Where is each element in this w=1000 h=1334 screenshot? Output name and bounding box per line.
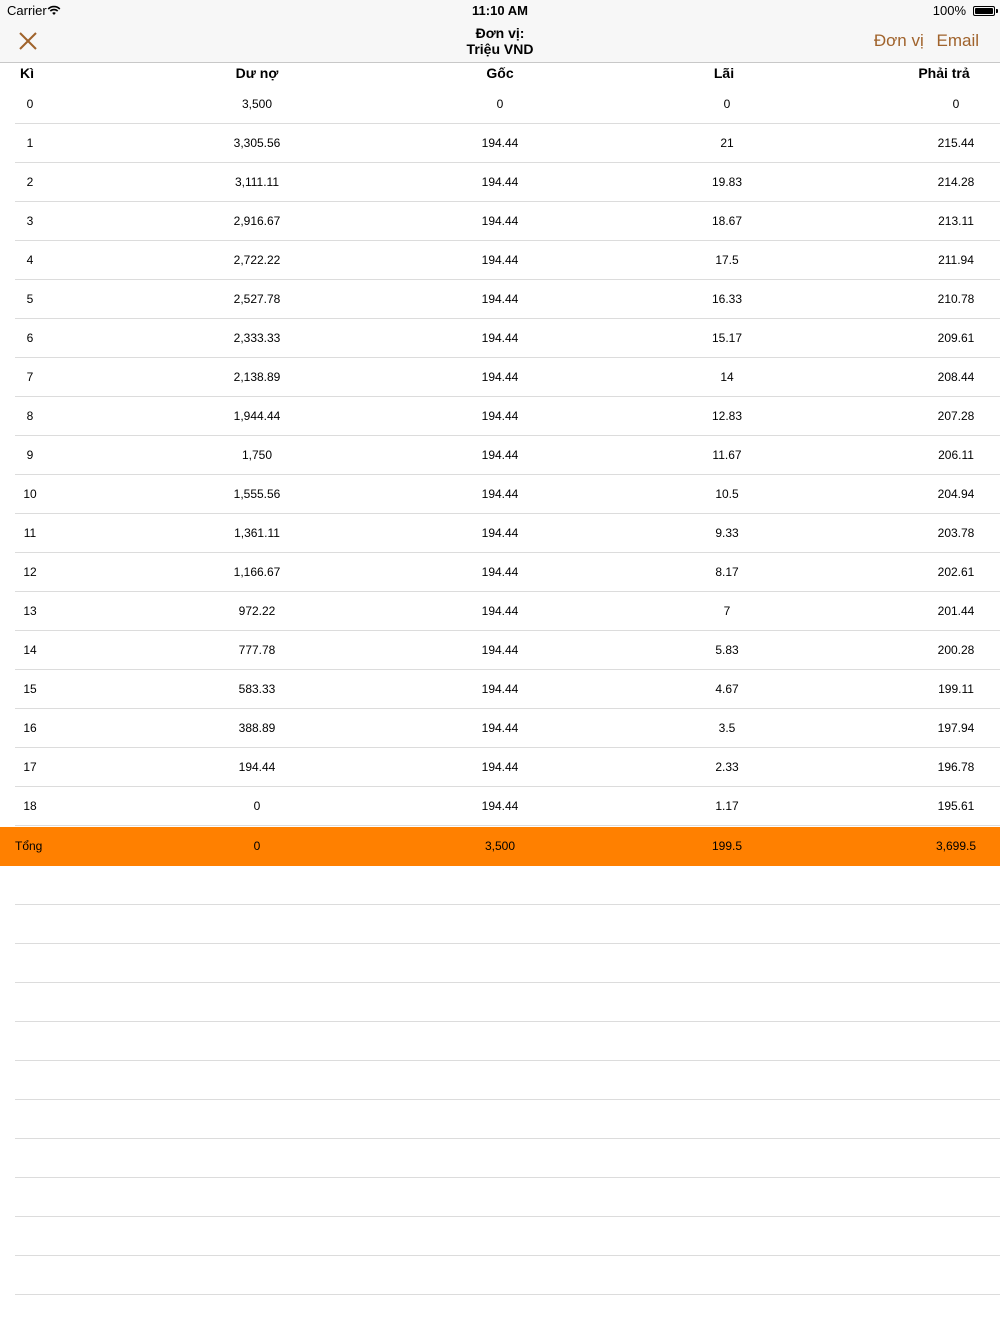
table-cell: 194.44 [481, 292, 519, 306]
table-cell: 0 [26, 97, 34, 111]
table-cell: 9 [26, 448, 34, 462]
battery-percent: 100% [932, 3, 966, 18]
table-cell: 17 [23, 760, 37, 774]
table-cell: 194.44 [481, 643, 519, 657]
table-cell: 0 [253, 799, 261, 813]
table-row [0, 202, 1000, 241]
total-cell: 3,500 [484, 839, 516, 853]
table-cell: 9.33 [715, 526, 739, 540]
table-row [0, 124, 1000, 163]
table-cell: 0 [723, 97, 731, 111]
table-cell: 16.33 [711, 292, 743, 306]
table-cell: 7 [723, 604, 731, 618]
table-cell: 12.83 [711, 409, 743, 423]
table-cell: 388.89 [238, 721, 276, 735]
column-header: Lãi [713, 65, 735, 81]
table-cell: 10 [23, 487, 37, 501]
table-cell: 194.44 [481, 175, 519, 189]
divider [15, 1099, 1000, 1100]
table-cell: 206.11 [938, 448, 974, 462]
table-cell: 972.22 [238, 604, 276, 618]
table-cell: 2,916.67 [233, 214, 281, 228]
table-cell: 194.44 [481, 799, 519, 813]
table-cell: 194.44 [481, 760, 519, 774]
table-row [0, 358, 1000, 397]
table-cell: 5.83 [715, 643, 739, 657]
table-row [0, 319, 1000, 358]
divider [15, 1177, 1000, 1178]
table-cell: 7 [26, 370, 34, 384]
total-cell: 199.5 [711, 839, 743, 853]
table-cell: 3,111.11 [234, 175, 280, 189]
table-cell: 210.78 [937, 292, 975, 306]
table-cell: 15 [23, 682, 37, 696]
table-cell: 1,361.11 [234, 526, 280, 540]
table-cell: 583.33 [238, 682, 276, 696]
table-row [0, 397, 1000, 436]
table-cell: 3,305.56 [233, 136, 281, 150]
table-row [0, 670, 1000, 709]
battery-icon [973, 6, 995, 16]
table-row [0, 475, 1000, 514]
table-cell: 12 [23, 565, 37, 579]
column-header: Gốc [486, 65, 514, 81]
table-cell: 207.28 [937, 409, 975, 423]
table-cell: 3,500 [241, 97, 273, 111]
email-button[interactable]: Email [936, 31, 979, 50]
total-cell: 0 [253, 839, 261, 853]
table-cell: 1,166.67 [233, 565, 281, 579]
table-cell: 194.44 [481, 526, 519, 540]
table-row [0, 163, 1000, 202]
table-cell: 194.44 [481, 136, 519, 150]
table-row [0, 553, 1000, 592]
table-cell: 10.5 [715, 487, 739, 501]
table-cell: 194.44 [481, 214, 519, 228]
table-cell: 19.83 [711, 175, 743, 189]
table-cell: 3.5 [718, 721, 736, 735]
page-title [300, 25, 700, 57]
table-cell: 197.94 [937, 721, 975, 735]
table-cell: 1,750 [241, 448, 273, 462]
table-cell: 215.44 [937, 136, 975, 150]
status-time: 11:10 AM [472, 3, 528, 18]
table-cell: 194.44 [481, 604, 519, 618]
table-cell: 3 [26, 214, 34, 228]
table-cell: 194.44 [481, 682, 519, 696]
nav-bar [0, 22, 1000, 63]
status-bar [0, 0, 1000, 22]
divider [15, 904, 1000, 905]
table-cell: 194.44 [481, 565, 519, 579]
table-row [0, 631, 1000, 670]
table-row [0, 709, 1000, 748]
table-cell: 194.44 [481, 409, 519, 423]
close-icon [14, 28, 42, 56]
table-cell: 0 [952, 97, 960, 111]
table-cell: 11.67 [712, 448, 742, 462]
carrier-label: Carrier [7, 3, 47, 18]
table-cell: 199.11 [938, 682, 974, 696]
table-cell: 195.61 [937, 799, 975, 813]
divider [15, 1255, 1000, 1256]
table-cell: 194.44 [481, 448, 519, 462]
table-cell: 2,333.33 [233, 331, 281, 345]
table-row [0, 280, 1000, 319]
table-cell: 211.94 [938, 253, 974, 267]
divider [15, 982, 1000, 983]
table-cell: 8 [26, 409, 34, 423]
table-cell: 209.61 [937, 331, 975, 345]
total-cell: 3,699.5 [935, 839, 977, 853]
table-cell: 200.28 [937, 643, 975, 657]
divider [15, 943, 1000, 944]
table-header [0, 63, 1000, 85]
table-cell: 194.44 [481, 331, 519, 345]
unit-button[interactable]: Đơn vị [873, 31, 924, 50]
table-cell: 2.33 [715, 760, 739, 774]
table-cell: 214.28 [937, 175, 975, 189]
close-button[interactable] [14, 28, 42, 56]
table-cell: 14 [23, 643, 37, 657]
table-cell: 204.94 [937, 487, 975, 501]
column-header: Phải trả [918, 65, 970, 81]
table-row [0, 436, 1000, 475]
divider [15, 1294, 1000, 1295]
table-row [0, 592, 1000, 631]
table-cell: 13 [23, 604, 37, 618]
empty-table-area [0, 866, 1000, 1334]
table-cell: 8.17 [715, 565, 739, 579]
table-cell: 2,138.89 [233, 370, 281, 384]
divider [15, 1060, 1000, 1061]
table-cell: 1.17 [715, 799, 739, 813]
table-cell: 17.5 [715, 253, 739, 267]
table-cell: 18 [23, 799, 37, 813]
total-row [0, 827, 1000, 866]
table-cell: 213.11 [938, 214, 974, 228]
total-cell: Tổng [15, 839, 43, 853]
table-cell: 2,527.78 [233, 292, 281, 306]
table-cell: 194.44 [481, 253, 519, 267]
table-cell: 18.67 [711, 214, 743, 228]
table-cell: 1 [26, 136, 34, 150]
schedule-table [0, 63, 1000, 826]
table-cell: 194.44 [481, 370, 519, 384]
table-cell: 1,555.56 [233, 487, 281, 501]
table-cell: 194.44 [238, 760, 276, 774]
table-row [0, 514, 1000, 553]
table-row [0, 85, 1000, 124]
table-row [0, 241, 1000, 280]
table-row [0, 787, 1000, 826]
column-header: Dư nợ [235, 65, 279, 81]
table-cell: 194.44 [481, 721, 519, 735]
table-row [0, 748, 1000, 787]
title-line1: Đơn vị: [475, 25, 525, 41]
table-cell: 0 [496, 97, 504, 111]
table-cell: 4 [26, 253, 34, 267]
table-cell: 6 [26, 331, 34, 345]
table-cell: 208.44 [937, 370, 975, 384]
divider [15, 1138, 1000, 1139]
column-header: Kì [20, 65, 34, 81]
battery-tip [996, 9, 998, 13]
table-cell: 2 [26, 175, 34, 189]
table-cell: 4.67 [715, 682, 739, 696]
table-cell: 201.44 [937, 604, 975, 618]
table-cell: 196.78 [937, 760, 975, 774]
table-cell: 21 [720, 136, 734, 150]
table-cell: 203.78 [937, 526, 975, 540]
table-cell: 15.17 [711, 331, 743, 345]
table-cell: 1,944.44 [233, 409, 281, 423]
title-line2: Triệu VND [466, 41, 534, 57]
table-cell: 777.78 [238, 643, 276, 657]
table-cell: 5 [26, 292, 34, 306]
table-cell: 202.61 [937, 565, 975, 579]
table-cell: 194.44 [481, 487, 519, 501]
divider [15, 1216, 1000, 1217]
table-cell: 14 [720, 370, 734, 384]
table-cell: 11 [23, 526, 37, 540]
table-cell: 16 [23, 721, 37, 735]
divider [15, 1021, 1000, 1022]
table-cell: 2,722.22 [233, 253, 281, 267]
nav-actions [874, 31, 979, 51]
